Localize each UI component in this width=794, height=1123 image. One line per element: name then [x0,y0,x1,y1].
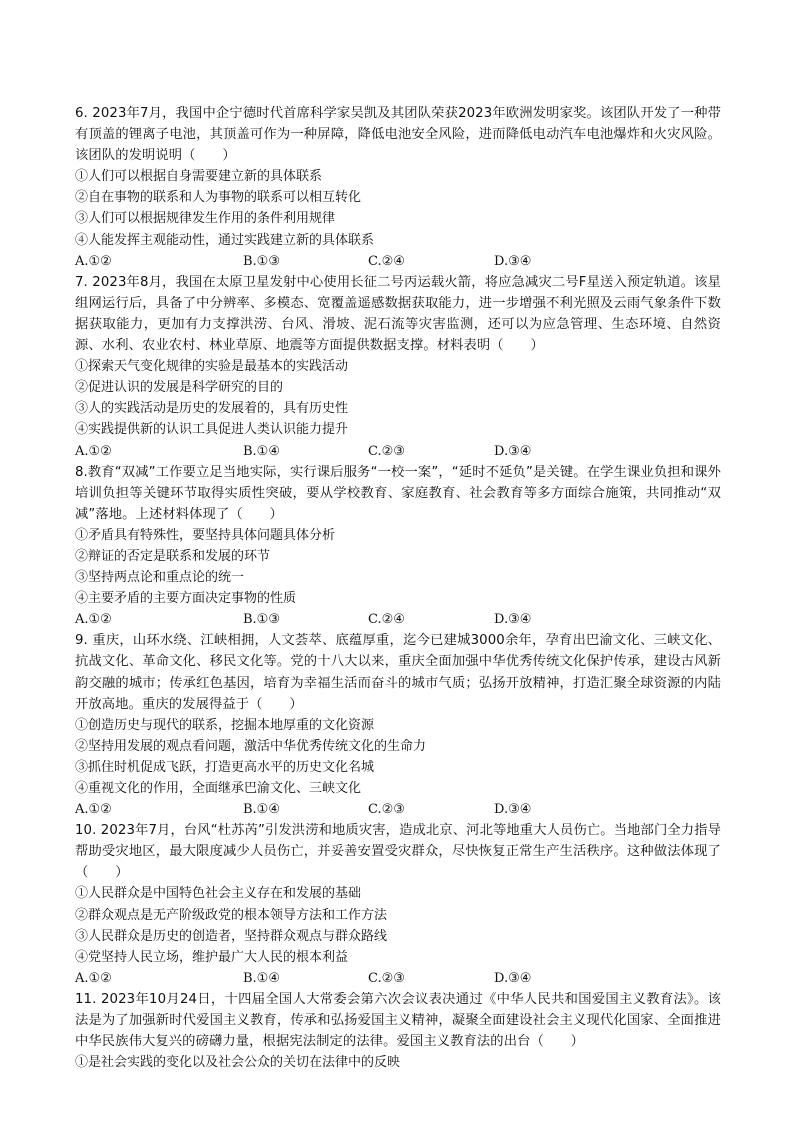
statement: ④人能发挥主观能动性，通过实践建立新的具体联系 [75,232,375,248]
option-c: C.②③ [368,443,405,459]
question-stem: 9. 重庆，山环水绕、江峡相拥，人文荟萃、底蕴厚重，迄今已建城3000余年，孕育出巴渝文化、三峡文化、抗战文化、革命文化、移民文化等。党的十八大以来，重庆全面加强中华优秀传统文化保护传承，建设古风新韵交融的城市；传承红色基因，培育为幸福生活而奋斗的城市气质；弘扬开放精神，打造汇聚全球资源的内陆开放高地。重庆的发展得益于（ ） [75,633,722,712]
option-a: A.①② [75,443,112,459]
option-b: B.①④ [243,970,280,986]
statement: ③人的实践活动是历史的发展着的，具有历史性 [75,401,349,417]
statement: ②坚持用发展的观点看问题，激活中华优秀传统文化的生命力 [75,738,427,754]
question-9 [75,630,721,820]
option-c: C.②④ [368,612,405,628]
statement: ③抓住时机促成飞跃，打造更高水平的历史文化名城 [75,759,375,775]
question-number: 8. [75,464,88,480]
answer-options [75,251,721,272]
question-6 [75,103,721,272]
question-number: 6. [75,106,88,121]
option-c: C.②③ [368,970,405,986]
answer-options [75,441,721,462]
question-number: 7. [75,274,88,290]
statement: ①是社会实践的变化以及社会公众的关切在法律中的反映 [75,1055,401,1071]
option-d: D.③④ [494,970,532,986]
option-a: A.①② [75,612,112,628]
statement: ③坚持两点论和重点论的统一 [75,570,245,586]
answer-options [75,609,721,630]
option-a: A.①② [75,970,112,986]
statement: ①人们可以根据自身需要建立新的具体联系 [75,169,323,185]
option-a: A.①② [75,802,112,818]
question-stem: 10. 2023年7月，台风“杜苏芮”引发洪涝和地质灾害，造成北京、河北等地重大人员伤亡。当地部门全力指导帮助受灾地区，最大限度减少人员伤亡，并妥善安置受灾群众，尽快恢复正常生产生活秩序。这种做法体现了（ ） [75,823,721,881]
statement: ①人民群众是中国特色社会主义存在和发展的基础 [75,886,362,902]
statement: ②辩证的否定是联系和发展的环节 [75,548,271,564]
option-d: D.③④ [494,612,532,628]
statement: ②促进认识的发展是科学研究的目的 [75,380,284,396]
statement: ③人民群众是历史的创造者，坚持群众观点与群众路线 [75,928,388,944]
option-b: B.①③ [243,612,280,628]
option-d: D.③④ [494,253,532,269]
statement: ④重视文化的作用，全面继承巴渝文化、三峡文化 [75,781,362,796]
statement: ④主要矛盾的主要方面决定事物的性质 [75,591,297,607]
question-number: 11. [75,991,97,1007]
statement: ②自在事物的联系和人为事物的联系可以相互转化 [75,190,362,206]
option-c: C.②③ [368,802,405,818]
option-a: A.①② [75,253,112,269]
statement: ②群众观点是无产阶级政党的根本领导方法和工作方法 [75,907,388,923]
statement: ③人们可以根据规律发生作用的条件利用规律 [75,211,336,227]
exam-page [75,103,721,1073]
option-b: B.①④ [243,802,280,818]
statement: ④实践提供新的认识工具促进人类认识能力提升 [75,422,349,438]
question-stem: 11. 2023年10月24日，十四届全国人大常委会第六次会议表决通过《中华人民共和国爱国主义教育法》。该法是为了加强新时代爱国主义教育，传承和弘扬爱国主义精神，凝聚全面建设社会主义现代化国家、全面推进中华民族伟大复兴的磅礴力量，根据宪法制定的法律。爱国主义教育法的出台（ ） [75,991,722,1050]
option-c: C.②④ [368,253,405,269]
statement: ①探索天气变化规律的实验是最基本的实践活动 [75,359,349,375]
question-stem: 7. 2023年8月，我国在太原卫星发射中心使用长征二号丙运载火箭，将应急减灾二号F星送入预定轨道。该星组网运行后，具备了中分辨率、多模态、宽覆盖遥感数据获取能力，进一步增强不利光照及云雨气象条件下数据获取能力，更加有力支撑洪涝、台风、滑坡、泥石流等灾害监测，还可以为应急管理、生态环境、自然资源、水利、农业农村、林业草原、地震等方面提供数据支撑。材料表明（ ） [75,274,721,354]
statement: ①矛盾具有特殊性，要坚持具体问题具体分析 [75,527,336,543]
question-number: 9. [75,633,88,649]
option-d: D.③④ [494,802,532,818]
option-b: B.①③ [243,253,280,269]
question-10 [75,820,721,989]
statement: ①创造历史与现代的联系，挖掘本地厚重的文化资源 [75,717,375,733]
option-b: B.①④ [243,443,280,459]
question-number: 10. [75,823,97,839]
answer-options [75,799,721,820]
question-stem: 8.教育“双减”工作要立足当地实际，实行课后服务“一校一案”，“延时不延负”是关键。在学生课业负担和课外培训负担等关键环节取得实质性突破，要从学校教育、家庭教育、社会教育等多方面综合施策，共同推动“双减”落地。上述材料体现了（ ） [75,464,721,522]
option-d: D.③④ [494,443,532,459]
statement: ④党坚持人民立场，维护最广大人民的根本利益 [75,949,349,965]
question-11 [75,989,721,1073]
question-stem: 6. 2023年7月，我国中企宁德时代首席科学家吴凯及其团队荣获2023年欧洲发明家奖。该团队开发了一种带有顶盖的锂离子电池，其顶盖可作为一种屏障，降低电池安全风险，进而降低电动汽车电池爆炸和火灾风险。该团队的发明说明（ ） [75,106,722,164]
answer-options [75,968,721,989]
question-7 [75,272,721,462]
question-8 [75,462,721,631]
